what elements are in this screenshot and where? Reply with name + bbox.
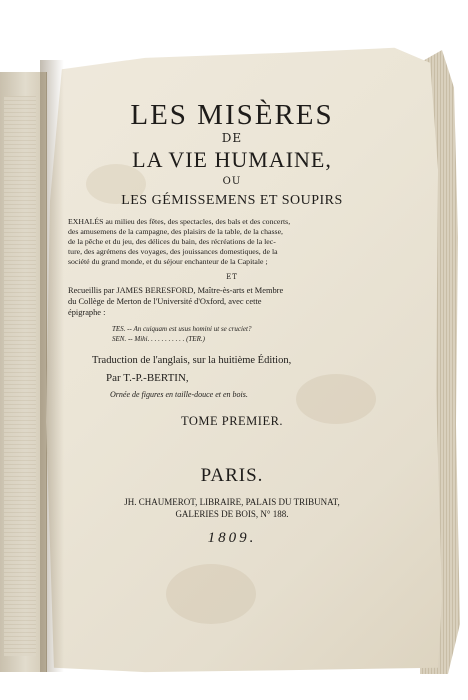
description-paragraph — [68, 217, 402, 267]
conjunction-et: ET — [226, 273, 238, 281]
spine-shadow — [40, 60, 64, 672]
foxing-stain — [166, 564, 256, 624]
author-line: Recueillis par JAMES BERESFORD, Maître-ès-arts et Membre — [68, 286, 284, 295]
title-page-text — [62, 100, 402, 546]
epigraph-line: SEN. -- Mihi. . . . . . . . . . . (TER.) — [112, 335, 205, 343]
description-line: des amusemens de la campagne, des plaisirs de la table, de la chasse, — [68, 227, 283, 236]
description-line: de la pêche et du jeu, des délices du bain, des récréations de la lec- — [68, 237, 276, 246]
volume-label: TOME PREMIER. — [180, 414, 284, 428]
publisher-line: GALERIES DE BOIS, N° 188. — [175, 509, 289, 519]
page-edges-left — [4, 96, 36, 656]
title-line-2: DE — [221, 131, 243, 145]
description-line: ture, des agrémens des voyages, des jouissances domestiques, de la — [68, 247, 278, 256]
epigraph — [112, 324, 402, 344]
publisher-line: JH. CHAUMEROT, LIBRAIRE, PALAIS DU TRIBUNAT, — [124, 497, 340, 507]
title-line-4: OU — [222, 176, 242, 187]
author-line: du Collège de Merton de l'Université d'Oxford, avec cette — [68, 297, 262, 306]
illustrations-note: Ornée de figures en taille-douce et en bois. — [110, 390, 248, 399]
author-line: épigraphe : — [68, 308, 106, 317]
title-line-3: LA VIE HUMAINE, — [132, 147, 332, 172]
translator-name: Par T.-P.-BERTIN, — [106, 372, 189, 384]
title-line-1: LES MISÈRES — [130, 99, 334, 131]
translation-note: Traduction de l'anglais, sur la huitième Édition, — [92, 355, 292, 366]
author-paragraph — [68, 285, 402, 318]
imprint-city: PARIS. — [200, 465, 264, 486]
description-line: EXHALÉS au milieu des fêtes, des spectacles, des bals et des concerts, — [68, 217, 291, 226]
epigraph-line: TES. -- An cuiquam est usus homini ut se cruciet? — [112, 325, 252, 333]
publication-year: 1809. — [207, 530, 257, 546]
publisher — [62, 496, 402, 520]
description-line: société du grand monde, et du séjour enchanteur de la Capitale ; — [68, 257, 268, 266]
subtitle: LES GÉMISSEMENS ET SOUPIRS — [121, 193, 343, 208]
